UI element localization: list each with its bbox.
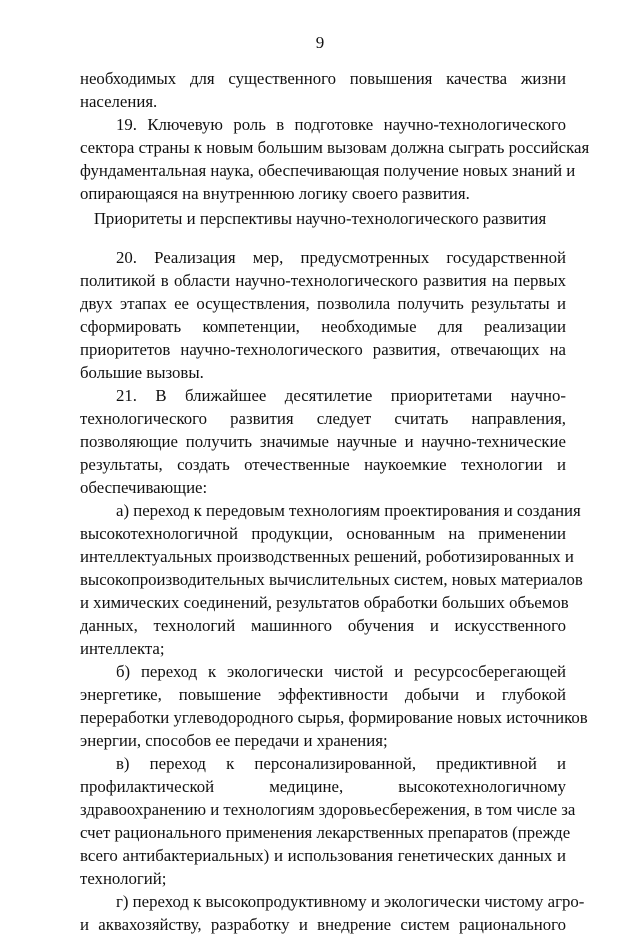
text-line: счет рационального применения лекарственных препаратов (прежде [80, 823, 571, 842]
text-line: результаты, создать отечественные наукоемкие технологии и [80, 455, 566, 474]
text-line: большие вызовы. [80, 363, 204, 382]
text-line: высокотехнологичной продукции, основанным на применении [80, 524, 566, 543]
text-line: и аквахозяйству, разработку и внедрение систем рационального [80, 915, 566, 934]
text-line: здравоохранению и технологиям здоровьесбережения, в том числе за [80, 800, 576, 819]
text-line: г) переход к высокопродуктивному и экологически чистому агро- [116, 892, 585, 911]
text-line: фундаментальная наука, обеспечивающая получение новых знаний и [80, 161, 576, 180]
text-line: сектора страны к новым большим вызовам должна сыграть российская [80, 138, 590, 157]
text-line: 20. Реализация мер, предусмотренных государственной [116, 248, 566, 267]
text-line: 21. В ближайшее десятилетие приоритетами научно- [116, 386, 566, 405]
text-line: б) переход к экологически чистой и ресурсосберегающей [116, 662, 566, 681]
text-line: энергии, способов ее передачи и хранения; [80, 731, 388, 750]
text-line: обеспечивающие: [80, 478, 208, 497]
text-line: сформировать компетенции, необходимые для реализации [80, 317, 566, 336]
text-line: в) переход к персонализированной, предиктивной и [116, 754, 566, 773]
text-line: интеллекта; [80, 639, 165, 658]
text-line: технологического развития следует считать направления, [80, 409, 566, 428]
text-line: позволяющие получить значимые научные и научно-технические [80, 432, 566, 451]
page-number: 9 [315, 33, 325, 52]
text-line: переработки углеводородного сырья, формирование новых источников [80, 708, 588, 727]
text-block-main [80, 246, 588, 936]
text-line: данных, технологий машинного обучения и искусственного [80, 616, 566, 635]
text-line: двух этапах ее осуществления, позволила получить результаты и [80, 294, 566, 313]
text-line: приоритетов научно-технологического развития, отвечающих на [80, 340, 566, 359]
text-line: политикой в области научно-технологического развития на первых [80, 271, 566, 290]
text-line: интеллектуальных производственных решений, роботизированных и [80, 547, 574, 566]
text-block-top [80, 67, 590, 205]
text-line: населения. [80, 92, 158, 111]
text-line: технологий; [80, 869, 167, 888]
text-line: 19. Ключевую роль в подготовке научно-технологического [116, 115, 566, 134]
text-line: опирающаяся на внутреннюю логику своего развития. [80, 184, 470, 203]
text-line: энергетике, повышение эффективности добычи и глубокой [80, 685, 566, 704]
text-line: профилактической медицине, высокотехнологичному [80, 777, 566, 796]
section-heading: Приоритеты и перспективы научно-технологического развития [93, 209, 547, 228]
text-line: и химических соединений, результатов обработки больших объемов [80, 593, 569, 612]
text-line: высокопроизводительных вычислительных систем, новых материалов [80, 570, 583, 589]
text-line: необходимых для существенного повышения качества жизни [80, 69, 566, 88]
text-line: всего антибактериальных) и использования генетических данных и [80, 846, 566, 865]
text-line: а) переход к передовым технологиям проектирования и создания [116, 501, 581, 520]
